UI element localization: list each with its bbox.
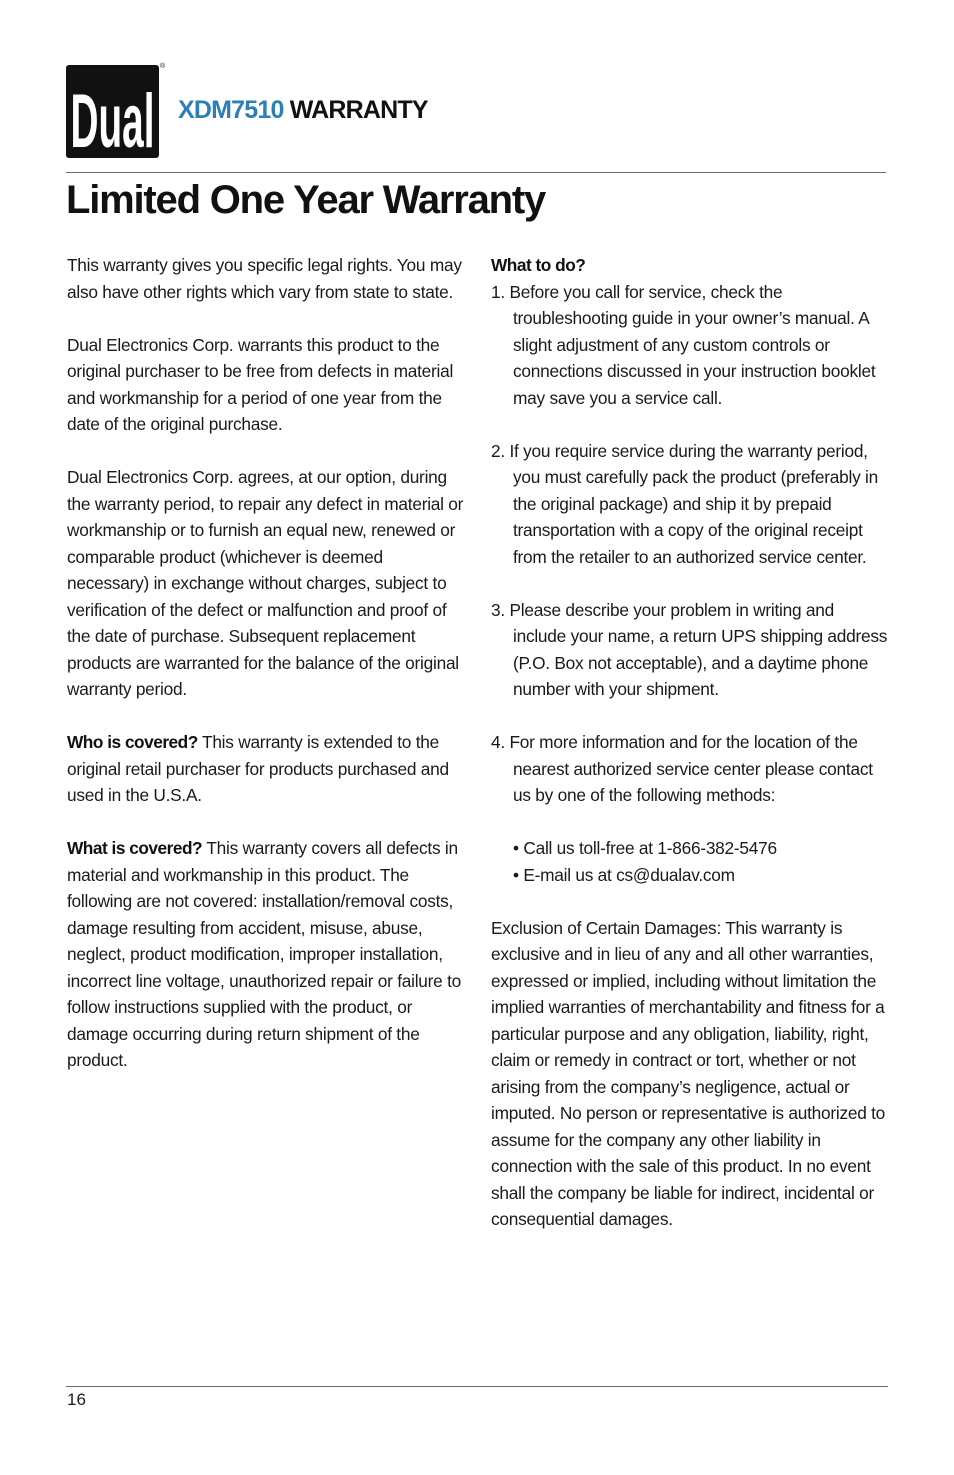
section-name: WARRANTY — [289, 96, 428, 124]
bottom-divider — [66, 1386, 888, 1387]
page-number: 16 — [67, 1390, 86, 1409]
right-column — [491, 252, 891, 1259]
contact-email: • E-mail us at cs@dualav.com — [513, 864, 735, 885]
what-covered-text: This warranty covers all defects in material and workmanship in this product. The following are not covered: installation/removal costs, damage resulting from accident, misuse, abuse, neglect, product modification, improper installation, incorrect line voltage, unauthorized repair or failure to follow instructions supplied with the product, or damage occurring during return shipment of the product. — [67, 838, 462, 1070]
header-title — [178, 96, 428, 125]
page-title: Limited One Year Warranty — [66, 178, 546, 222]
step-item: 4. For more information and for the location of the nearest authorized service center please contact us by one of the following methods: — [491, 732, 873, 805]
who-covered-heading: Who is covered? — [67, 732, 198, 752]
step-item: 2. If you require service during the warranty period, you must carefully pack the product (preferably in the original package) and ship it by prepaid transportation with a copy of the original receipt from the retailer to an authorized service center. — [491, 440, 878, 567]
model-number: XDM7510 — [178, 96, 284, 124]
what-to-do-label: What to do? — [491, 255, 586, 275]
dual-logo-wordmark — [66, 65, 159, 158]
top-divider — [66, 172, 886, 173]
contact-phone: • Call us toll-free at 1-866-382-5476 — [513, 838, 777, 858]
who-covered-text: This warranty is extended to the original retail purchaser for products purchased and used in the U.S.A. — [67, 732, 449, 805]
left-column — [67, 252, 467, 1100]
what-covered-heading: What is covered? — [67, 838, 203, 858]
svg-text:Dual: Dual — [70, 79, 155, 158]
service-steps — [491, 279, 891, 809]
who-covered-paragraph — [67, 729, 467, 809]
agrees-paragraph: Dual Electronics Corp. agrees, at our option, during the warranty period, to repair any defect in material or workmanship or to furnish an equal new, renewed or comparable product (whichever is deemed necessary) in exchange without charges, subject to verification of the defect or malfunction and proof of the date of purchase. Subsequent replacement products are warranted for the balance of the original warranty period. — [67, 467, 464, 699]
what-covered-paragraph — [67, 835, 467, 1074]
contact-methods — [491, 835, 891, 888]
step-item: 1. Before you call for service, check the troubleshooting guide in your owner’s manual. A slight adjustment of any custom controls or connections discussed in your instruction booklet may save you a service call. — [491, 281, 876, 408]
warrants-paragraph: Dual Electronics Corp. warrants this product to the original purchaser to be free from defects in material and workmanship for a period of one year from the date of the original purchase. — [67, 334, 454, 434]
exclusion-paragraph: Exclusion of Certain Damages: This warranty is exclusive and in lieu of any and all other warranties, expressed or implied, including without limitation the implied warranties of merchantability and fitness for a particular purpose and any obligation, liability, right, claim or remedy in contract or tort, whether or not arising from the company’s negligence, actual or imputed. No person or representative is authorized to assume for the company any other liability in connection with the sale of this product. In no event shall the company be liable for indirect, incidental or consequential damages. — [491, 917, 886, 1229]
step-item: 3. Please describe your problem in writing and include your name, a return UPS shipping address (P.O. Box not acceptable), and a daytime phone number with your shipment. — [491, 599, 888, 699]
intro-paragraph: This warranty gives you specific legal rights. You may also have other rights which vary from state to state. — [67, 255, 462, 302]
dual-logo — [66, 65, 159, 158]
what-to-do-heading — [491, 252, 891, 279]
registered-mark: ® — [160, 63, 166, 70]
